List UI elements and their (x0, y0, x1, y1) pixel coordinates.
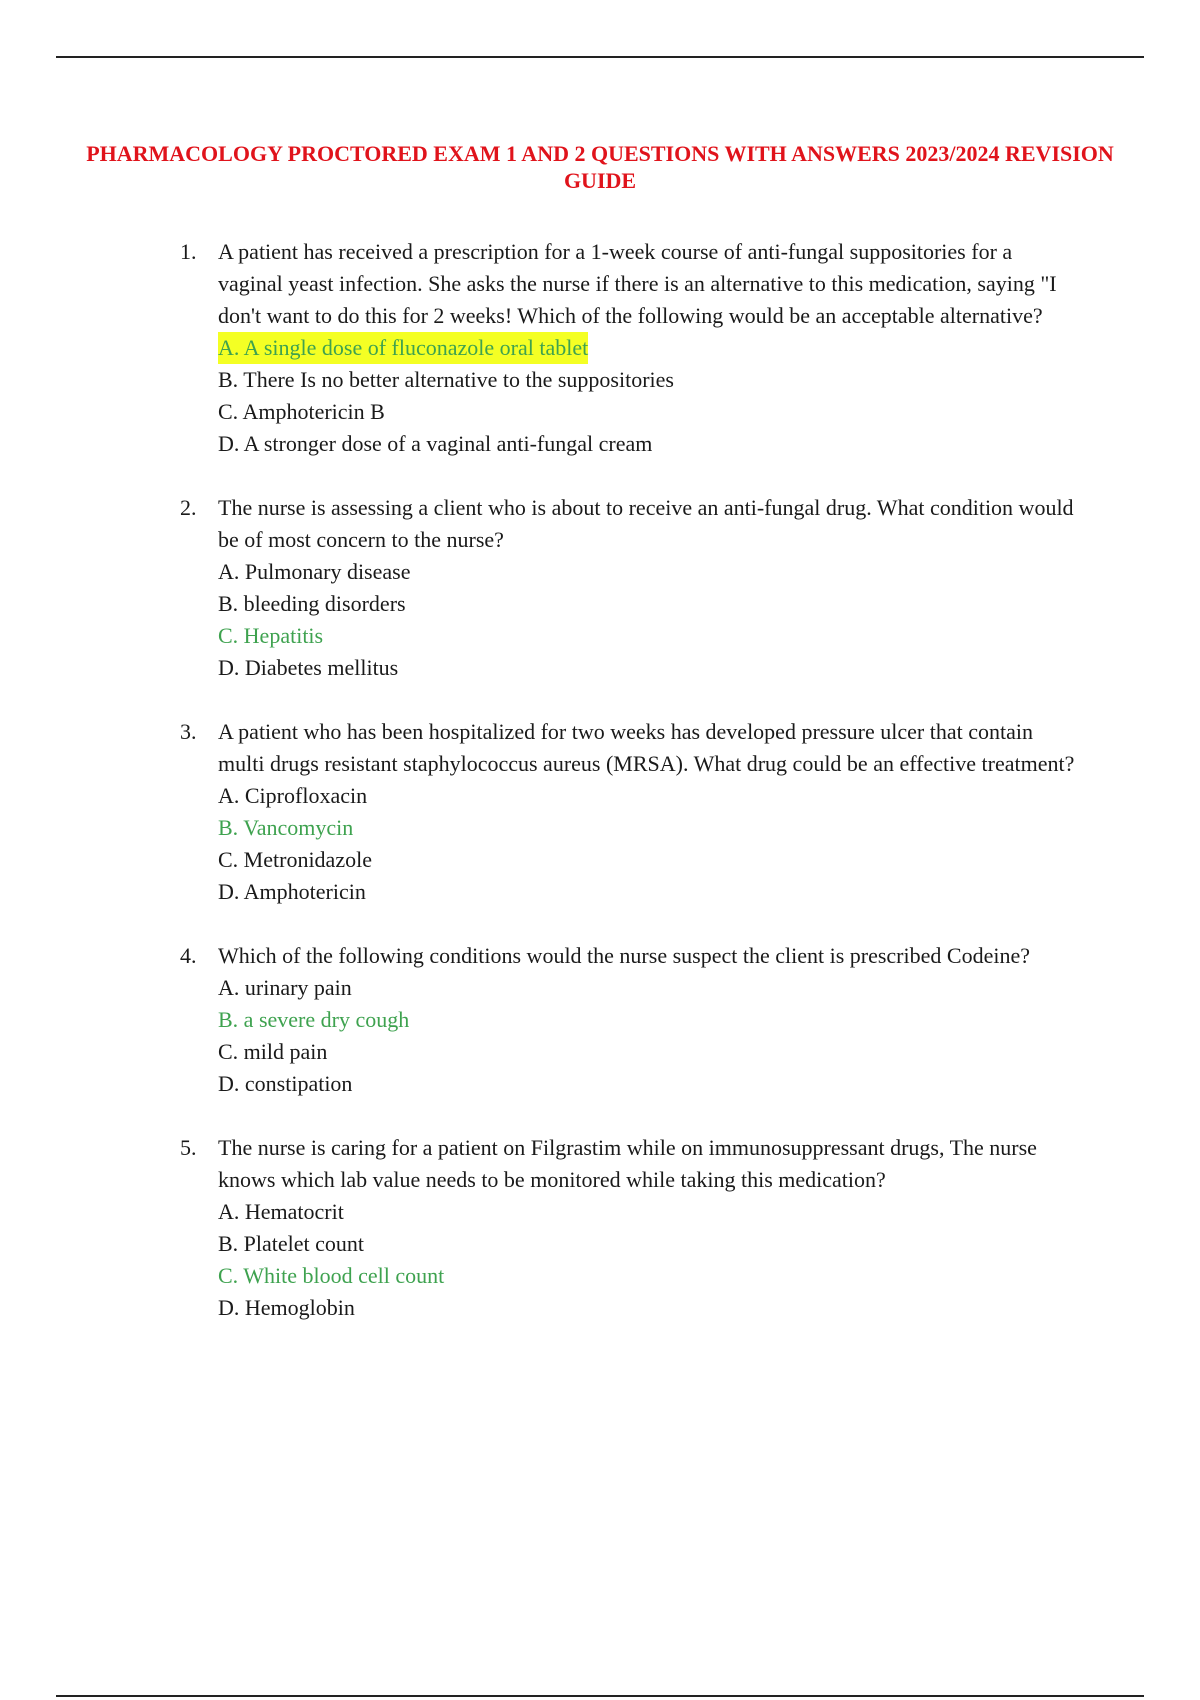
question-number: 4. (180, 943, 197, 968)
document-title: PHARMACOLOGY PROCTORED EXAM 1 AND 2 QUESTIONS WITH ANSWERS 2023/2024 REVISION GUIDE (86, 141, 1114, 193)
answer-option-b: B. There Is no better alternative to the suppositories (218, 367, 674, 392)
question-text: A patient has received a prescription for a 1-week course of anti-fungal suppositories for a vaginal yeast infection. She asks the nurse if there is an alternative to this medication, saying "I don't want to do this for 2 weeks! Which of the following would be an acceptable alternative? (218, 239, 1057, 328)
answer-options (218, 556, 1080, 684)
answer-option-b: B. Platelet count (218, 1231, 365, 1256)
question-number: 3. (180, 719, 197, 744)
question-4 (180, 940, 1080, 1100)
question-number: 2. (180, 495, 197, 520)
answer-option-b: B. Vancomycin (218, 815, 354, 840)
question-1 (180, 236, 1080, 460)
answer-option-a: A. urinary pain (218, 975, 352, 1000)
answer-option-d: D. Amphotericin (218, 879, 366, 904)
question-number: 5. (180, 1135, 197, 1160)
answer-options (218, 332, 1080, 460)
answer-option-c: C. Metronidazole (218, 847, 372, 872)
answer-option-a: A. Ciprofloxacin (218, 783, 368, 808)
answer-option-c: C. mild pain (218, 1039, 328, 1064)
question-number: 1. (180, 239, 197, 264)
answer-options (218, 780, 1080, 908)
question-text: Which of the following conditions would the nurse suspect the client is prescribed Codeine? (218, 943, 1030, 968)
answer-option-c: C. Hepatitis (218, 623, 324, 648)
answer-option-d: D. A stronger dose of a vaginal anti-fungal cream (218, 431, 653, 456)
answer-option-d: D. constipation (218, 1071, 353, 1096)
answer-option-b: B. a severe dry cough (218, 1007, 410, 1032)
answer-option-d: D. Hemoglobin (218, 1295, 355, 1320)
answer-options (218, 1196, 1080, 1324)
answer-option-a: A. Hematocrit (218, 1199, 344, 1224)
top-rule (56, 56, 1144, 58)
question-text: The nurse is assessing a client who is about to receive an anti-fungal drug. What condition would be of most concern to the nurse? (218, 495, 1074, 552)
answer-option-c: C. White blood cell count (218, 1263, 445, 1288)
correct-answer: A. A single dose of fluconazole oral tablet (218, 332, 588, 364)
question-3 (180, 716, 1080, 908)
question-text: A patient who has been hospitalized for two weeks has developed pressure ulcer that contain multi drugs resistant staphylococcus aureus (MRSA). What drug could be an effective treatment? (218, 719, 1075, 776)
answer-option-c: C. Amphotericin B (218, 399, 385, 424)
bottom-rule (56, 1695, 1144, 1697)
answer-option-b: B. bleeding disorders (218, 591, 406, 616)
answer-option-a (218, 332, 1080, 364)
question-list (180, 236, 1080, 1356)
answer-option-a: A. Pulmonary disease (218, 559, 411, 584)
question-text: The nurse is caring for a patient on Filgrastim while on immunosuppressant drugs, The nurse knows which lab value needs to be monitored while taking this medication? (218, 1135, 1037, 1192)
question-5 (180, 1132, 1080, 1324)
answer-option-d: D. Diabetes mellitus (218, 655, 399, 680)
question-2 (180, 492, 1080, 684)
answer-options (218, 972, 1080, 1100)
